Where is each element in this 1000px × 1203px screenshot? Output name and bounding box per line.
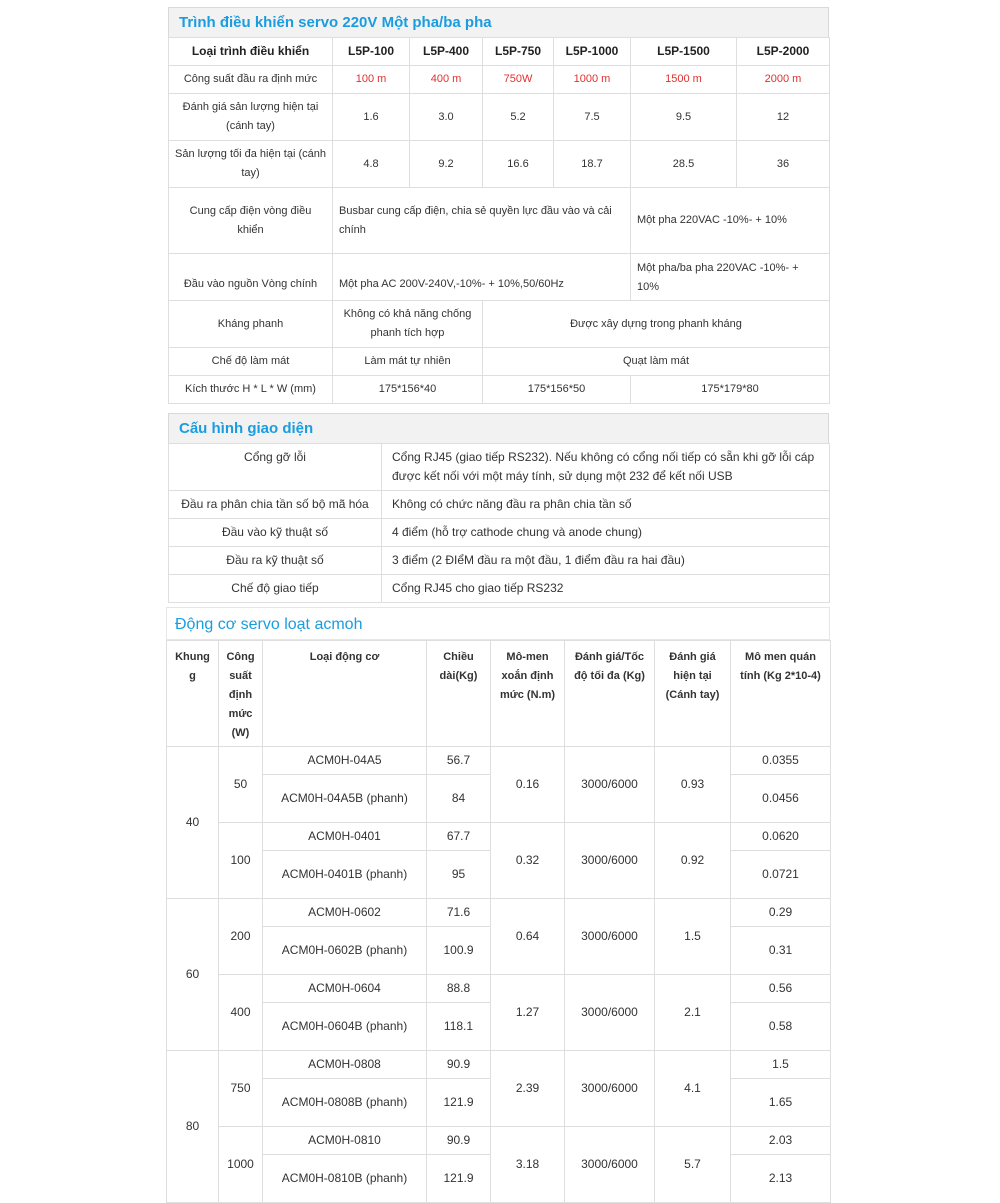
rated-power-cell: 50: [219, 747, 263, 823]
motor-length-cell: 56.7: [427, 747, 491, 775]
interface-title: Cấu hình giao diện: [168, 413, 829, 443]
rated-current-cell: 12: [737, 94, 830, 141]
rated-current-cell: 2.1: [655, 975, 731, 1051]
interface-value: 3 điểm (2 ĐIểM đầu ra một đầu, 1 điểm đầu ra hai đầu): [382, 547, 830, 575]
motor-length-cell: 71.6: [427, 899, 491, 927]
main-input-row: [169, 254, 830, 301]
inertia-cell: 0.56: [731, 975, 831, 1003]
inertia-cell: 0.0620: [731, 823, 831, 851]
motor-length-cell: 118.1: [427, 1003, 491, 1051]
rated-power-cell: 1000: [219, 1127, 263, 1203]
rated-power-cell: 750W: [483, 66, 554, 94]
main-input-label: Đầu vào nguồn Vòng chính: [169, 254, 333, 301]
interface-row: [169, 575, 830, 603]
interface-value: Cổng RJ45 cho giao tiếp RS232: [382, 575, 830, 603]
motor-length-cell: 90.9: [427, 1051, 491, 1079]
size-b: 175*156*50: [483, 376, 631, 404]
cooling-row: [169, 348, 830, 376]
rated-power-row: [169, 66, 830, 94]
interface-label: Chế độ giao tiếp: [169, 575, 382, 603]
inertia-cell: 0.0456: [731, 775, 831, 823]
driver-spec-table: [168, 37, 830, 404]
rated-current-label: Đánh giá sản lượng hiện tại (cánh tay): [169, 94, 333, 141]
max-current-row: [169, 141, 830, 188]
inertia-cell: 0.0721: [731, 851, 831, 899]
motor-panel: [166, 607, 830, 1203]
rated-torque-cell: 1.27: [491, 975, 565, 1051]
motor-title: Động cơ servo loạt acmoh: [166, 607, 830, 640]
rated-power-cell: 2000 m: [737, 66, 830, 94]
brake-a: Không có khả năng chống phanh tích hợp: [333, 301, 483, 348]
size-label: Kích thước H * L * W (mm): [169, 376, 333, 404]
motor-length-cell: 67.7: [427, 823, 491, 851]
rated-power-cell: 1500 m: [631, 66, 737, 94]
size-a: 175*156*40: [333, 376, 483, 404]
interface-label: Đầu vào kỹ thuật số: [169, 519, 382, 547]
motor-length-cell: 121.9: [427, 1079, 491, 1127]
rated-speed-cell: 3000/6000: [565, 975, 655, 1051]
motor-row: [167, 747, 831, 775]
motor-header: Loại động cơ: [263, 641, 427, 747]
interface-panel: [168, 413, 829, 603]
motor-type-cell: ACM0H-04A5B (phanh): [263, 775, 427, 823]
inertia-cell: 0.29: [731, 899, 831, 927]
rated-power-cell: 750: [219, 1051, 263, 1127]
motor-length-cell: 88.8: [427, 975, 491, 1003]
rated-power-cell: 1000 m: [554, 66, 631, 94]
motor-row: [167, 899, 831, 927]
motor-length-cell: 100.9: [427, 927, 491, 975]
rated-power-cell: 100 m: [333, 66, 410, 94]
max-current-cell: 4.8: [333, 141, 410, 188]
rated-current-cell: 1.6: [333, 94, 410, 141]
max-current-cell: 28.5: [631, 141, 737, 188]
inertia-cell: 1.5: [731, 1051, 831, 1079]
driver-spec-panel: [168, 7, 829, 404]
motor-type-cell: ACM0H-0602B (phanh): [263, 927, 427, 975]
motor-table: [166, 640, 831, 1203]
rated-current-cell: 1.5: [655, 899, 731, 975]
rated-speed-cell: 3000/6000: [565, 899, 655, 975]
interface-row: [169, 491, 830, 519]
interface-value: 4 điểm (hỗ trợ cathode chung và anode chung): [382, 519, 830, 547]
motor-header: Khung g: [167, 641, 219, 747]
inertia-cell: 1.65: [731, 1079, 831, 1127]
rated-speed-cell: 3000/6000: [565, 1051, 655, 1127]
control-supply-b: Một pha 220VAC -10%- + 10%: [631, 188, 830, 254]
motor-header-row: [167, 641, 831, 747]
model-header: L5P-100: [333, 38, 410, 66]
interface-value: Không có chức năng đầu ra phân chia tần số: [382, 491, 830, 519]
frame-size-cell: 40: [167, 747, 219, 899]
inertia-cell: 0.31: [731, 927, 831, 975]
rated-power-label: Công suất đầu ra định mức: [169, 66, 333, 94]
interface-value: Cổng RJ45 (giao tiếp RS232). Nếu không có cổng nối tiếp có sẵn khi gỡ lỗi cáp được kết nối với một máy tính, sử dụng một 232 để kết nối USB: [382, 444, 830, 491]
brake-row: [169, 301, 830, 348]
inertia-cell: 2.03: [731, 1127, 831, 1155]
motor-length-cell: 90.9: [427, 1127, 491, 1155]
interface-row: [169, 519, 830, 547]
cooling-label: Chế độ làm mát: [169, 348, 333, 376]
inertia-cell: 0.58: [731, 1003, 831, 1051]
brake-b: Được xây dựng trong phanh kháng: [483, 301, 830, 348]
rated-current-cell: 5.2: [483, 94, 554, 141]
motor-header: Công suất định mức (W): [219, 641, 263, 747]
motor-row: [167, 975, 831, 1003]
rated-speed-cell: 3000/6000: [565, 1127, 655, 1203]
rated-power-cell: 400: [219, 975, 263, 1051]
cooling-b: Quạt làm mát: [483, 348, 830, 376]
motor-row: [167, 823, 831, 851]
motor-type-cell: ACM0H-0604B (phanh): [263, 1003, 427, 1051]
size-row: [169, 376, 830, 404]
driver-header-label: Loại trình điều khiển: [169, 38, 333, 66]
rated-speed-cell: 3000/6000: [565, 747, 655, 823]
motor-type-cell: ACM0H-0401: [263, 823, 427, 851]
model-header: L5P-400: [410, 38, 483, 66]
max-current-cell: 16.6: [483, 141, 554, 188]
main-input-b: Một pha/ba pha 220VAC -10%- + 10%: [631, 254, 830, 301]
motor-row: [167, 1127, 831, 1155]
rated-power-cell: 200: [219, 899, 263, 975]
rated-torque-cell: 2.39: [491, 1051, 565, 1127]
rated-power-cell: 400 m: [410, 66, 483, 94]
control-supply-a: Busbar cung cấp điện, chia sẻ quyền lực đầu vào và cải chính: [333, 188, 631, 254]
frame-size-cell: 60: [167, 899, 219, 1051]
frame-size-cell: 80: [167, 1051, 219, 1203]
motor-length-cell: 95: [427, 851, 491, 899]
control-supply-label: Cung cấp điện vòng điều khiển: [169, 188, 333, 254]
motor-type-cell: ACM0H-0810B (phanh): [263, 1155, 427, 1203]
rated-current-cell: 5.7: [655, 1127, 731, 1203]
inertia-cell: 0.0355: [731, 747, 831, 775]
rated-current-cell: 3.0: [410, 94, 483, 141]
interface-row: [169, 444, 830, 491]
motor-length-cell: 84: [427, 775, 491, 823]
model-header: L5P-750: [483, 38, 554, 66]
rated-current-cell: 0.93: [655, 747, 731, 823]
motor-type-cell: ACM0H-0810: [263, 1127, 427, 1155]
brake-label: Kháng phanh: [169, 301, 333, 348]
motor-header: Đánh giá hiện tại (Cánh tay): [655, 641, 731, 747]
motor-type-cell: ACM0H-0808B (phanh): [263, 1079, 427, 1127]
max-current-cell: 36: [737, 141, 830, 188]
model-header: L5P-1000: [554, 38, 631, 66]
rated-current-row: [169, 94, 830, 141]
rated-current-cell: 0.92: [655, 823, 731, 899]
interface-label: Đầu ra phân chia tần số bộ mã hóa: [169, 491, 382, 519]
motor-length-cell: 121.9: [427, 1155, 491, 1203]
motor-header: Mô men quán tính (Kg 2*10-4): [731, 641, 831, 747]
motor-header: Đánh giá/Tốc độ tối đa (Kg): [565, 641, 655, 747]
rated-current-cell: 7.5: [554, 94, 631, 141]
rated-speed-cell: 3000/6000: [565, 823, 655, 899]
motor-type-cell: ACM0H-0401B (phanh): [263, 851, 427, 899]
interface-table: [168, 443, 830, 603]
interface-label: Đầu ra kỹ thuật số: [169, 547, 382, 575]
rated-current-cell: 9.5: [631, 94, 737, 141]
rated-power-cell: 100: [219, 823, 263, 899]
size-c: 175*179*80: [631, 376, 830, 404]
rated-torque-cell: 0.32: [491, 823, 565, 899]
motor-header: Chiều dài(Kg): [427, 641, 491, 747]
motor-type-cell: ACM0H-0808: [263, 1051, 427, 1079]
control-supply-row: [169, 188, 830, 254]
motor-type-cell: ACM0H-0604: [263, 975, 427, 1003]
motor-row: [167, 1051, 831, 1079]
driver-header-row: [169, 38, 830, 66]
interface-row: [169, 547, 830, 575]
model-header: L5P-2000: [737, 38, 830, 66]
rated-current-cell: 4.1: [655, 1051, 731, 1127]
max-current-cell: 18.7: [554, 141, 631, 188]
rated-torque-cell: 3.18: [491, 1127, 565, 1203]
model-header: L5P-1500: [631, 38, 737, 66]
max-current-cell: 9.2: [410, 141, 483, 188]
rated-torque-cell: 0.64: [491, 899, 565, 975]
motor-header: Mô-men xoắn định mức (N.m): [491, 641, 565, 747]
cooling-a: Làm mát tự nhiên: [333, 348, 483, 376]
driver-spec-title: Trình điều khiển servo 220V Một pha/ba pha: [168, 7, 829, 37]
interface-label: Cổng gỡ lỗi: [169, 444, 382, 491]
rated-torque-cell: 0.16: [491, 747, 565, 823]
inertia-cell: 2.13: [731, 1155, 831, 1203]
motor-type-cell: ACM0H-0602: [263, 899, 427, 927]
motor-type-cell: ACM0H-04A5: [263, 747, 427, 775]
main-input-a: Một pha AC 200V-240V,-10%- + 10%,50/60Hz: [333, 254, 631, 301]
max-current-label: Sản lượng tối đa hiện tại (cánh tay): [169, 141, 333, 188]
